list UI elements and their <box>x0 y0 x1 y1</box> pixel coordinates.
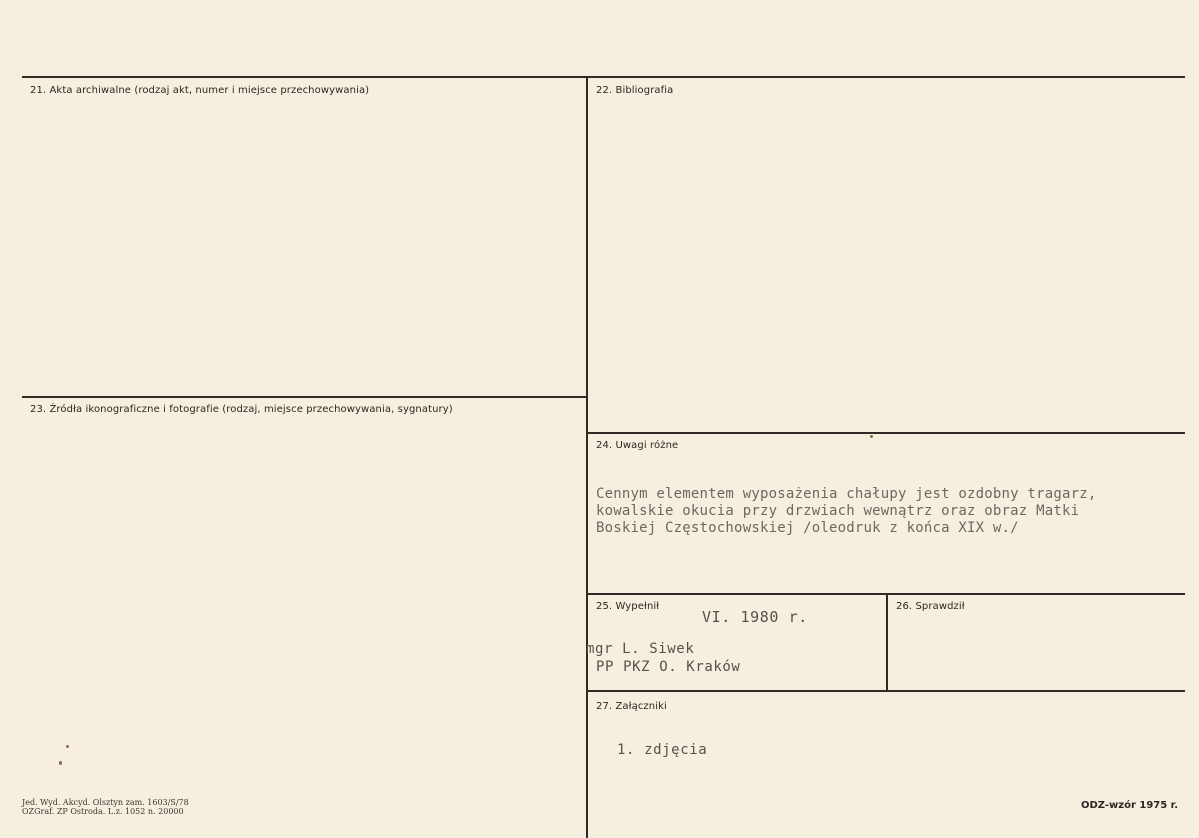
field-24-label: 24. Uwagi różne <box>596 440 679 451</box>
top-rule <box>22 76 1185 78</box>
remarks-text <box>596 486 1096 537</box>
remarks-line: Boskiej Częstochowskiej /oleodruk z końca XIX w./ <box>596 520 1019 536</box>
remarks-line: kowalskie okucia przy drzwiach wewnątrz oraz obraz Matki <box>596 503 1080 519</box>
field-23-label: 23. Źródła ikonograficzne i fotografie (rodzaj, miejsce przechowywania, sygnatury) <box>30 404 453 415</box>
filled-date: VI. 1980 r. <box>702 608 808 626</box>
paper-speck <box>870 435 873 438</box>
rule-22-24 <box>588 432 1185 434</box>
paper-speck <box>66 745 69 748</box>
printer-imprint <box>22 798 189 816</box>
imprint-line: OZGraf. ZP Ostroda. L.z. 1052 n. 20000 <box>22 807 184 816</box>
attachments-value: 1. zdjęcia <box>617 742 708 758</box>
rule-21-23 <box>22 396 586 398</box>
imprint-line: Jed. Wyd. Akcyd. Olsztyn zam. 1603/S/78 <box>22 798 189 807</box>
rule-25-27 <box>588 690 1185 692</box>
field-26-label: 26. Sprawdził <box>896 601 965 612</box>
filled-by-org: PP PKZ O. Kraków <box>596 659 741 675</box>
filled-by-name: mgr L. Siwek <box>586 641 695 657</box>
form-code: ODZ-wzór 1975 r. <box>1081 800 1178 811</box>
field-27-label: 27. Załączniki <box>596 701 667 712</box>
paper-speck <box>59 761 62 765</box>
divider-25-26 <box>886 593 888 691</box>
center-divider <box>586 76 588 838</box>
field-25-label: 25. Wypełnił <box>596 601 660 612</box>
remarks-line: Cennym elementem wyposażenia chałupy jest ozdobny tragarz, <box>596 486 1097 502</box>
field-21-label: 21. Akta archiwalne (rodzaj akt, numer i miejsce przechowywania) <box>30 85 370 96</box>
field-22-label: 22. Bibliografia <box>596 85 674 96</box>
